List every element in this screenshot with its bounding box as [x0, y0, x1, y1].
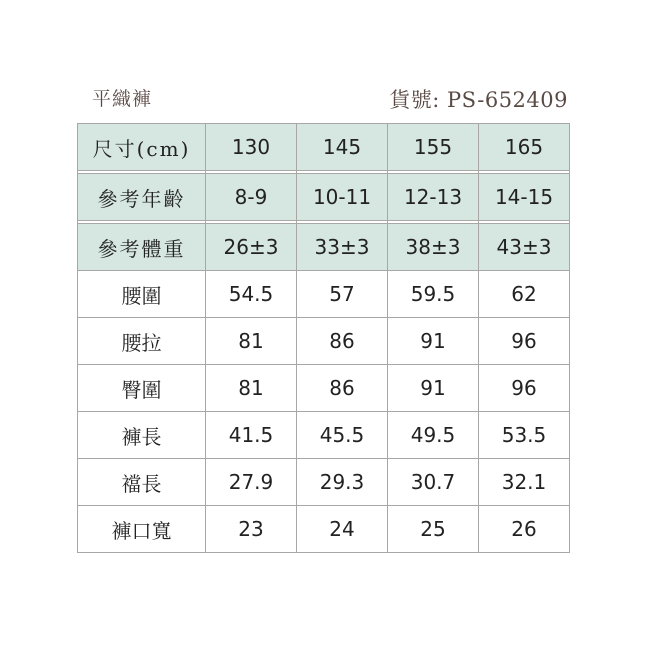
table-row [78, 412, 570, 459]
table-cell: 54.5 [206, 271, 297, 318]
size-chart-table [77, 123, 570, 553]
table-row [78, 271, 570, 318]
table-cell: 12-13 [388, 174, 479, 221]
table-cell: 45.5 [297, 412, 388, 459]
table-cell: 10-11 [297, 174, 388, 221]
table-cell: 91 [388, 365, 479, 412]
header-row-size [78, 124, 570, 171]
table-row [78, 459, 570, 506]
table-row [78, 365, 570, 412]
item-number: 貨號: PS-652409 [389, 88, 568, 112]
table-cell: 145 [297, 124, 388, 171]
table-cell: 26 [479, 506, 570, 553]
table-cell: 57 [297, 271, 388, 318]
header-row-age [78, 174, 570, 221]
table-cell: 29.3 [297, 459, 388, 506]
table-row [78, 318, 570, 365]
row-label: 參考體重 [78, 224, 206, 271]
row-label: 腰圍 [78, 271, 206, 318]
table-row [78, 506, 570, 553]
table-cell: 81 [206, 365, 297, 412]
table-cell: 41.5 [206, 412, 297, 459]
table-cell: 130 [206, 124, 297, 171]
row-label: 褲口寬 [78, 506, 206, 553]
row-label: 褲長 [78, 412, 206, 459]
row-label: 尺寸(cm) [78, 124, 206, 171]
table-cell: 165 [479, 124, 570, 171]
row-label: 腰拉 [78, 318, 206, 365]
table-cell: 96 [479, 365, 570, 412]
product-name: 平織褲 [92, 88, 153, 110]
row-label: 參考年齡 [78, 174, 206, 221]
table-cell: 86 [297, 318, 388, 365]
table-cell: 59.5 [388, 271, 479, 318]
header-row-weight [78, 224, 570, 271]
row-label: 臀圍 [78, 365, 206, 412]
table-cell: 30.7 [388, 459, 479, 506]
table-cell: 23 [206, 506, 297, 553]
table-cell: 53.5 [479, 412, 570, 459]
table-cell: 81 [206, 318, 297, 365]
table-cell: 8-9 [206, 174, 297, 221]
table-cell: 91 [388, 318, 479, 365]
table-cell: 14-15 [479, 174, 570, 221]
table-cell: 24 [297, 506, 388, 553]
table-cell: 25 [388, 506, 479, 553]
table-cell: 26±3 [206, 224, 297, 271]
table-cell: 155 [388, 124, 479, 171]
table-cell: 62 [479, 271, 570, 318]
row-label: 襠長 [78, 459, 206, 506]
table-cell: 27.9 [206, 459, 297, 506]
table-cell: 49.5 [388, 412, 479, 459]
table-cell: 43±3 [479, 224, 570, 271]
table-cell: 86 [297, 365, 388, 412]
table-cell: 96 [479, 318, 570, 365]
table-cell: 33±3 [297, 224, 388, 271]
table-cell: 38±3 [388, 224, 479, 271]
table-cell: 32.1 [479, 459, 570, 506]
